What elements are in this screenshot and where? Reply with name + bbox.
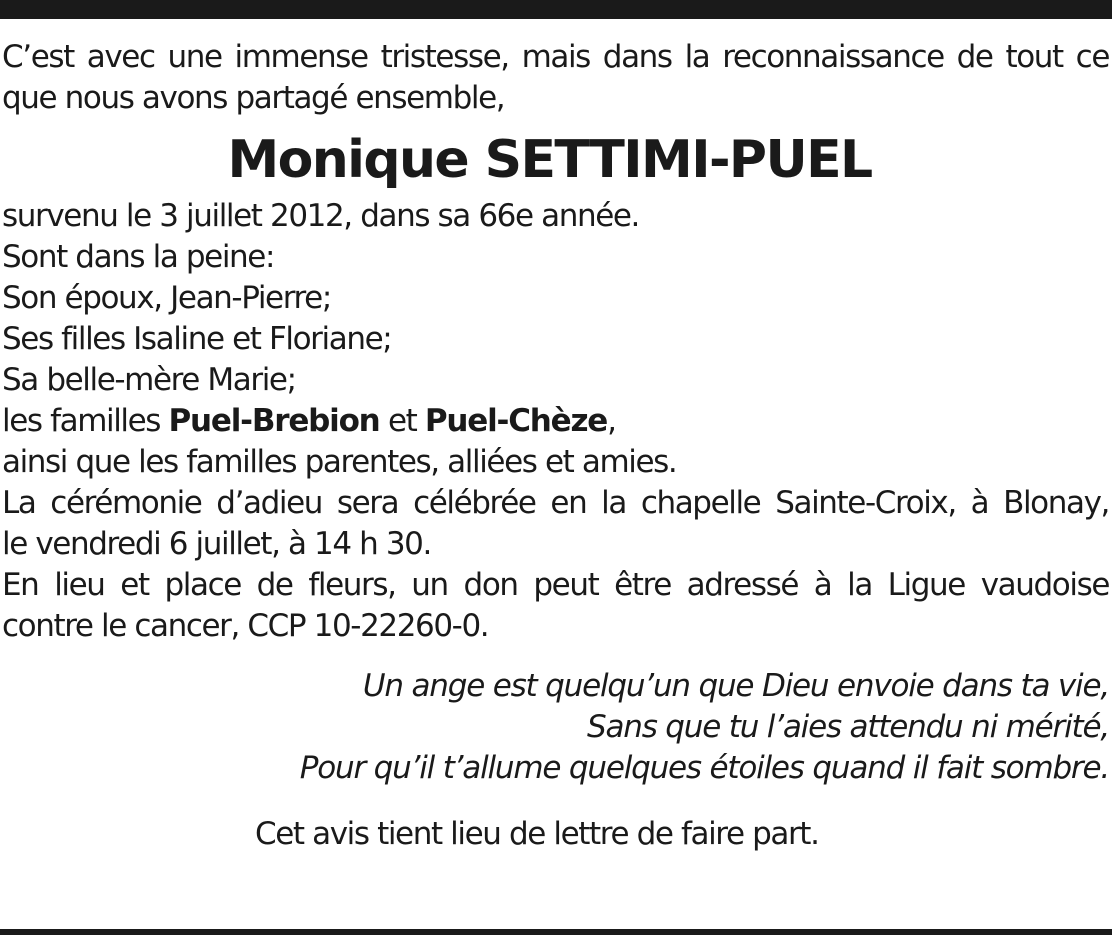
poem-line-1: Un ange est quelqu’un que Dieu envoie dans ta vie, (362, 668, 1109, 704)
poem-line-3: Pour qu’il t’allume quelques étoiles quand il fait sombre. (299, 750, 1109, 786)
family-name-1: Puel-Brebion (168, 403, 380, 439)
donation-line-2: contre le cancer, CCP 10-22260-0. (2, 608, 489, 644)
date-line: survenu le 3 juillet 2012, dans sa 66e année. (2, 198, 639, 234)
closing-note: Cet avis tient lieu de lettre de faire part. (255, 816, 819, 852)
families-suffix: , (607, 403, 616, 439)
families-line (2, 401, 1109, 442)
donation-line-1: En lieu et place de fleurs, un don peut être adressé à la Ligue vaudoise (2, 567, 1109, 603)
mother-in-law-line: Sa belle-mère Marie; (2, 362, 296, 398)
intro-line-1: C’est avec une immense tristesse, mais dans la reconnaissance de tout ce (2, 39, 1109, 75)
ceremony-line-2: le vendredi 6 juillet, à 14 h 30. (2, 526, 431, 562)
family-name-2: Puel-Chèze (424, 403, 608, 439)
relatives-line: ainsi que les familles parentes, alliées et amies. (2, 444, 677, 480)
grief-intro: Sont dans la peine: (2, 239, 275, 275)
top-rule (0, 0, 1112, 19)
bottom-rule (0, 929, 1112, 935)
spouse-line: Son époux, Jean-Pierre; (2, 280, 331, 316)
poem-line-2: Sans que tu l’aies attendu ni mérité, (586, 709, 1109, 745)
families-prefix: les familles (2, 403, 169, 439)
poem (2, 666, 1109, 789)
families-and: et (379, 403, 425, 439)
deceased-name: Monique SETTIMI-PUEL (227, 130, 872, 190)
obituary-notice (2, 37, 1109, 855)
intro-line-2: que nous avons partagé ensemble, (2, 80, 505, 116)
daughters-line: Ses filles Isaline et Floriane; (2, 321, 392, 357)
ceremony-line-1: La cérémonie d’adieu sera célébrée en la chapelle Sainte-Croix, à Blonay, (2, 485, 1109, 521)
